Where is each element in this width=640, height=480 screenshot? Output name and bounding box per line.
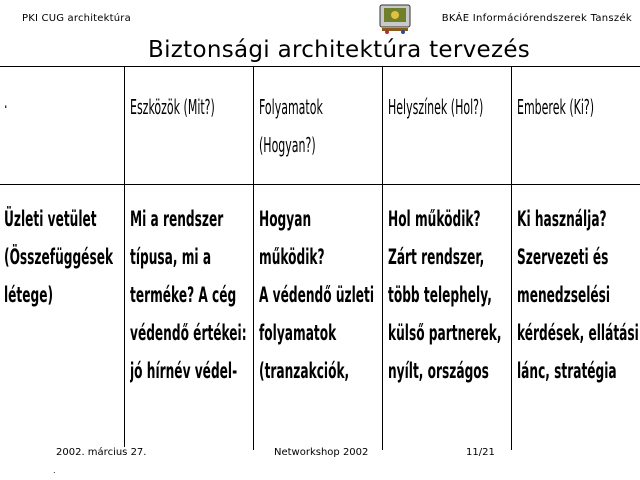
footer-dot: . — [53, 466, 56, 475]
footer-event: Networkshop 2002 — [274, 447, 369, 458]
cell-line: Ki használja? — [517, 207, 607, 231]
header-corner-mark: · — [4, 95, 8, 119]
cell-line: folyamatok — [259, 321, 337, 345]
cell-line: A védendő üzleti — [259, 283, 375, 307]
cell-line: terméke? A cég — [130, 283, 237, 307]
header-line: Emberek (Ki?) — [517, 95, 595, 119]
column-header-emberek — [517, 88, 594, 126]
cell-line: működik? — [259, 245, 325, 269]
table-cell-eszkozok — [130, 200, 247, 390]
column-divider — [511, 66, 512, 450]
header-line: Folyamatok — [259, 95, 323, 119]
cell-line: kérdések, ellátási — [517, 321, 639, 345]
cell-line: nyílt, országos — [388, 359, 489, 383]
footer-date: 2002. március 27. — [56, 447, 147, 458]
column-divider — [382, 66, 383, 450]
cell-line: Mi a rendszer — [130, 207, 224, 231]
column-header-helyszinek — [388, 88, 483, 126]
column-header-eszkozok — [130, 88, 215, 126]
table-cell-helyszinek — [388, 200, 501, 390]
cell-line: lánc, stratégia — [517, 359, 617, 383]
cell-line: védendő értékei: — [130, 321, 247, 345]
column-divider — [253, 66, 254, 450]
architecture-table — [0, 66, 640, 450]
cell-line: több telephely, — [388, 283, 492, 307]
slide-title: Biztonsági architektúra tervezés — [148, 37, 531, 63]
cell-line: Hol működik? — [388, 207, 481, 231]
header-line: Eszközök (Mit?) — [130, 95, 215, 119]
cell-line: jó hírnév védel- — [130, 359, 238, 383]
cell-line: külső partnerek, — [388, 321, 502, 345]
table-header-separator — [0, 184, 640, 185]
cell-line: (tranzakciók, — [259, 359, 350, 383]
table-cell-folyamatok — [259, 200, 374, 390]
header-right-text: BKÁE Információrendszerek Tanszék — [441, 13, 632, 24]
column-header-folyamatok — [259, 88, 323, 164]
header-line: Helyszínek (Hol?) — [388, 95, 484, 119]
university-logo-icon — [378, 3, 412, 35]
cell-line: létege) — [4, 283, 54, 307]
table-top-border — [0, 66, 640, 67]
cell-line: (Összefüggések — [4, 245, 114, 269]
cell-line: típusa, mi a — [130, 245, 212, 269]
cell-line: Szervezeti és — [517, 245, 609, 269]
header-line: (Hogyan?) — [259, 133, 316, 157]
cell-line: Hogyan — [259, 207, 312, 231]
footer-page-number: 11/21 — [466, 447, 495, 458]
cell-line: menedzselési — [517, 283, 611, 307]
column-divider — [124, 66, 125, 450]
table-cell-emberek — [517, 200, 639, 390]
cell-line: Üzleti vetület — [4, 207, 97, 231]
column-header-corner — [4, 88, 7, 126]
header-left-text: PKI CUG architektúra — [22, 13, 131, 24]
row-header-uzleti-vetulet — [4, 200, 113, 314]
cell-line: Zárt rendszer, — [388, 245, 485, 269]
